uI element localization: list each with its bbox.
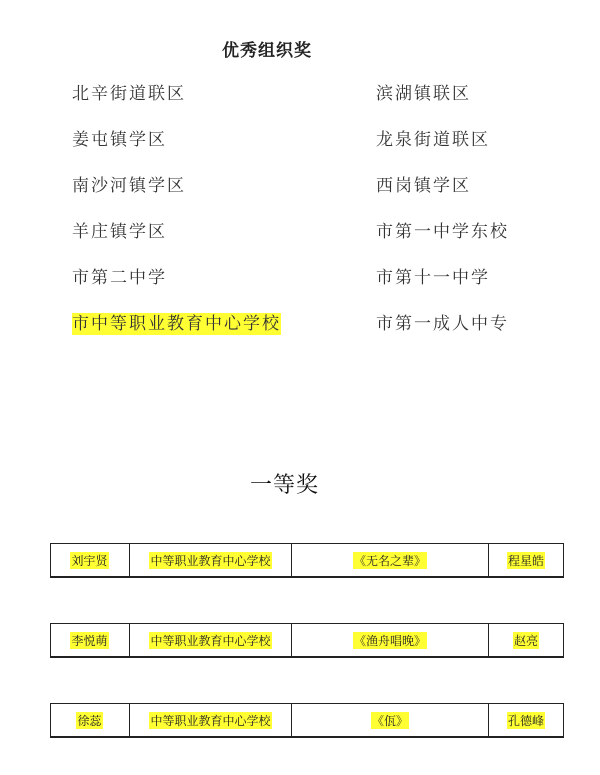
- student-name: 刘宇贤: [71, 553, 108, 568]
- section-title-first-prize: 一等奖: [250, 473, 320, 498]
- work-title: 《渔舟唱晚》: [353, 633, 426, 648]
- org-right-2: 龙泉街道联区: [376, 130, 490, 150]
- school-cell: [130, 624, 291, 656]
- section-title-organization-award: 优秀组织奖: [222, 41, 312, 61]
- org-left-3: 南沙河镇学区: [72, 176, 186, 196]
- cell-divider: [563, 704, 564, 736]
- org-left-6: 市中等职业教育中心学校: [72, 314, 281, 334]
- teacher-name: 程星皓: [507, 553, 544, 568]
- school-cell: [130, 704, 291, 736]
- student-name-cell: [50, 544, 129, 576]
- teacher-name: 赵亮: [513, 633, 538, 648]
- table-row: [50, 703, 564, 738]
- org-right-1: 滨湖镇联区: [376, 84, 471, 104]
- org-left-4: 羊庄镇学区: [72, 222, 167, 242]
- org-right-3: 西岗镇学区: [376, 176, 471, 196]
- teacher-cell: [489, 624, 563, 656]
- org-left-2: 姜屯镇学区: [72, 130, 167, 150]
- school-name: 中等职业教育中心学校: [150, 553, 271, 568]
- teacher-cell: [489, 704, 563, 736]
- student-name-cell: [50, 624, 129, 656]
- teacher-cell: [489, 544, 563, 576]
- org-right-4: 市第一中学东校: [376, 222, 509, 242]
- teacher-name: 孔德峰: [507, 713, 544, 728]
- school-cell: [130, 544, 291, 576]
- student-name: 徐蕊: [77, 713, 102, 728]
- org-left-1: 北辛街道联区: [72, 84, 186, 104]
- table-row: [50, 543, 564, 578]
- work-title: 《佤》: [371, 713, 408, 728]
- table-row: [50, 623, 564, 658]
- work-cell: [292, 544, 488, 576]
- work-cell: [292, 624, 488, 656]
- work-cell: [292, 704, 488, 736]
- school-name: 中等职业教育中心学校: [150, 633, 271, 648]
- org-right-5: 市第十一中学: [376, 268, 490, 288]
- cell-divider: [563, 544, 564, 576]
- cell-divider: [563, 624, 564, 656]
- work-title: 《无名之辈》: [353, 553, 426, 568]
- org-left-5: 市第二中学: [72, 268, 167, 288]
- school-name: 中等职业教育中心学校: [150, 713, 271, 728]
- student-name-cell: [50, 704, 129, 736]
- org-right-6: 市第一成人中专: [376, 314, 509, 334]
- student-name: 李悦萌: [71, 633, 108, 648]
